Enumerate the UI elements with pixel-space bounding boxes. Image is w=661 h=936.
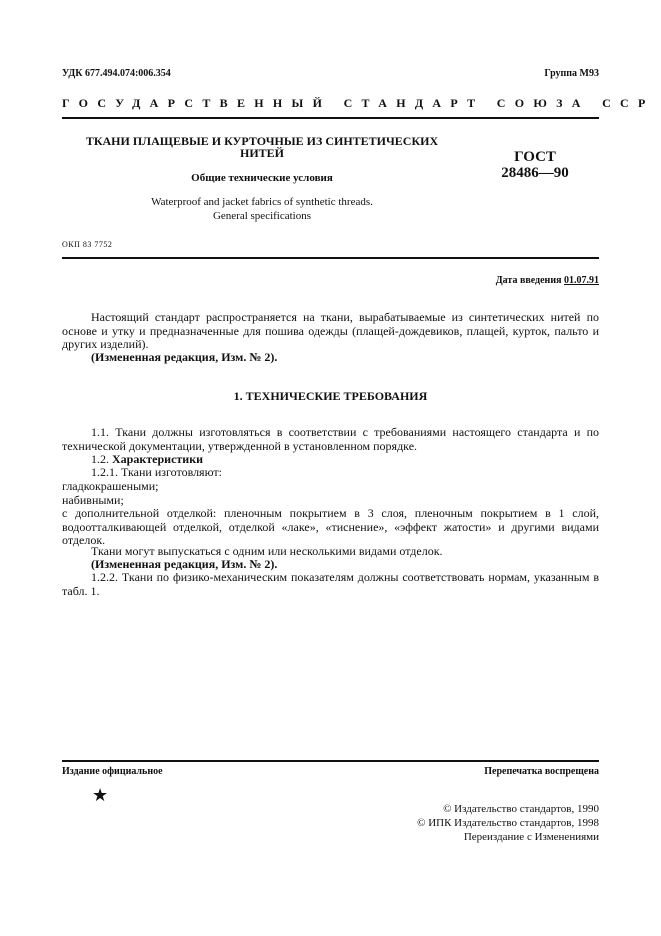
gost-label: ГОСТ (514, 149, 556, 165)
gost-number: 28486—90 (501, 165, 569, 181)
section-heading: 1. ТЕХНИЧЕСКИЕ ТРЕБОВАНИЯ (233, 389, 428, 403)
no-reprint-notice: Перепечатка воспрещена (484, 766, 599, 777)
copyright-1998: © ИПК Издательство стандартов, 1998 (417, 817, 599, 829)
reissue-note: Переиздание с Изменениями (463, 831, 599, 843)
copyright-1990: © Издательство стандартов, 1990 (443, 803, 599, 815)
document-title (62, 135, 462, 159)
star-icon: ★ (92, 785, 109, 805)
clause-1-2-1: 1.2.1. Ткани изготовляют: (91, 465, 222, 479)
clause-1-1: 1.1. Ткани должны изготовляться в соответствии с требованиями настоящего стандарта и по технической документации, утвержденной в установленном порядке. (62, 425, 599, 453)
intro-paragraph: Настоящий стандарт распространяется на ткани, вырабатываемые из синтетических нитей по основе и утку и предназначенные для пошива одежды (плащей-дождевиков, плащей, курток, пальто и других изделий). (62, 310, 599, 351)
intro-date-label: Дата введения (495, 275, 562, 286)
gost-designation (470, 149, 600, 181)
group-code: Группа М93 (544, 68, 599, 79)
udk-code: УДК 677.494.074:006.354 (62, 68, 171, 79)
footer-rule (62, 760, 599, 762)
intro-date (496, 275, 599, 286)
state-standard-heading: ГОСУДАРСТВЕННЫЙ СТАНДАРТ СОЮЗА ССР (62, 96, 655, 110)
finish-note: Ткани могут выпускаться с одним или несколькими видами отделок. (91, 544, 443, 558)
english-title-line-2: General specifications (212, 210, 312, 222)
list-item-printed: набивными; (62, 493, 124, 507)
clause-1-2-title: Характеристики (112, 452, 204, 466)
okp-code: ОКП 83 7752 (62, 240, 113, 249)
clause-1-2-number: 1.2. (91, 452, 109, 466)
title-line-1: ТКАНИ ПЛАЩЕВЫЕ И КУРТОЧНЫЕ ИЗ СИНТЕТИЧЕСКИХ (85, 134, 439, 148)
english-title (62, 195, 462, 223)
list-item-finishes: с дополнительной отделкой: пленочным покрытием в 3 слоя, пленочным покрытием в 1 слой, водоотталкивающей отделкой, отделкой «лаке», «тиснение», «эффект жатости» и другими видами отделок. (62, 506, 599, 547)
intro-amendment: (Измененная редакция, Изм. № 2). (91, 350, 278, 364)
title-line-2: НИТЕЙ (239, 146, 284, 160)
official-edition: Издание официальное (62, 766, 163, 777)
clause-1-2-2: 1.2.2. Ткани по физико-механическим показателям должны соответствовать нормам, указанным в табл. 1. (62, 570, 599, 598)
section-amendment: (Измененная редакция, Изм. № 2). (91, 557, 278, 571)
document-subtitle: Общие технические условия (191, 172, 333, 184)
list-item-plain-dyed: гладкокрашеными; (62, 479, 159, 493)
english-title-line-1: Waterproof and jacket fabrics of synthetic threads. (151, 196, 373, 208)
header-rule (62, 117, 599, 119)
intro-date-value: 01.07.91 (564, 275, 599, 286)
okp-rule (62, 257, 599, 259)
